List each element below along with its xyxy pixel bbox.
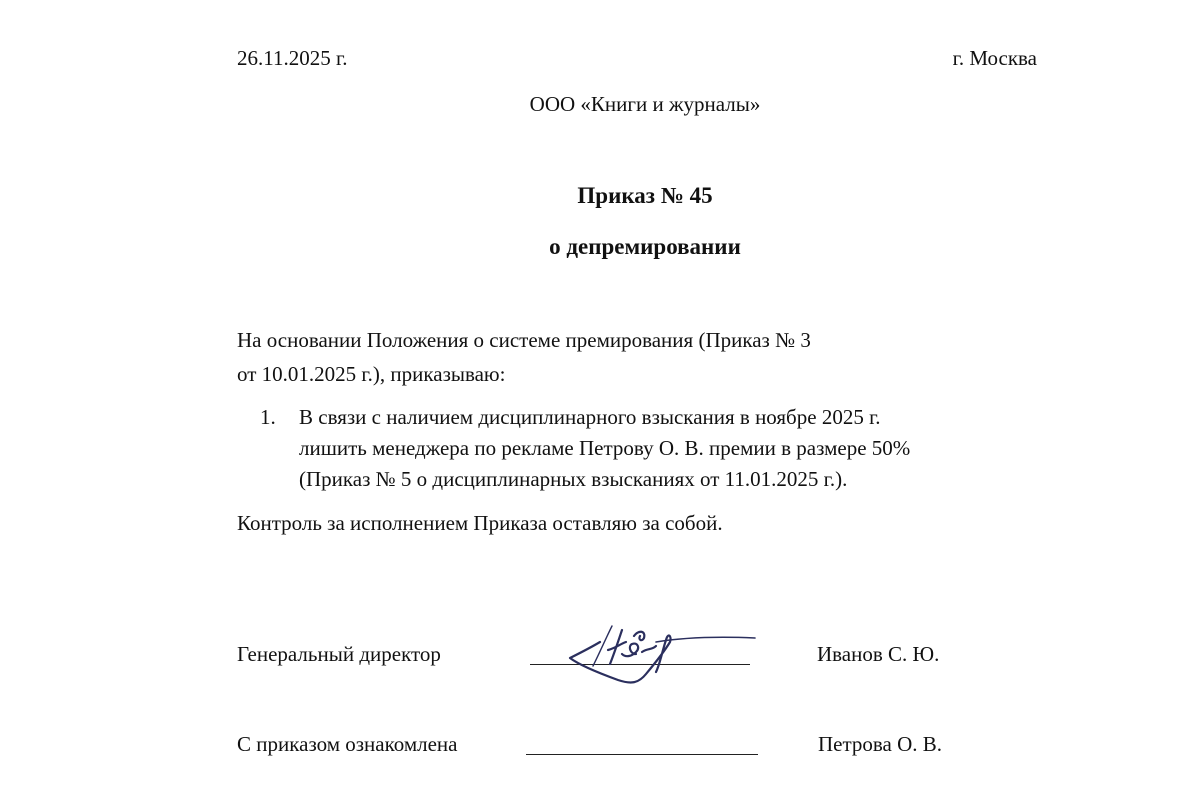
order-subtitle: о депремировании [549,234,741,259]
document-date: 26.11.2025 г. [237,46,348,70]
signature-line [526,754,758,755]
signer-role: Генеральный директор [237,642,441,666]
control-statement: Контроль за исполнением Приказа оставляю за собой. [237,511,723,535]
signer-name: Петрова О. В. [818,732,943,756]
signer-name: Иванов С. Ю. [817,642,940,666]
list-item-line-3: (Приказ № 5 о дисциплинарных взысканиях от 11.01.2025 г.). [299,467,848,491]
order-title: Приказ № 45 [577,183,713,208]
basis-text-line-1: На основании Положения о системе премирования (Приказ № 3 [237,328,811,352]
list-item-number: 1. [260,405,276,429]
signer-role: С приказом ознакомлена [237,732,458,756]
document-city: г. Москва [952,46,1037,70]
handwritten-signature-icon [560,612,770,692]
list-item-line-1: В связи с наличием дисциплинарного взыскания в ноябре 2025 г. [299,405,881,429]
list-item-line-2: лишить менеджера по рекламе Петрову О. В. премии в размере 50% [299,436,911,460]
basis-text-line-2: от 10.01.2025 г.), приказываю: [237,362,506,386]
organization-name: ООО «Книги и журналы» [529,92,761,116]
